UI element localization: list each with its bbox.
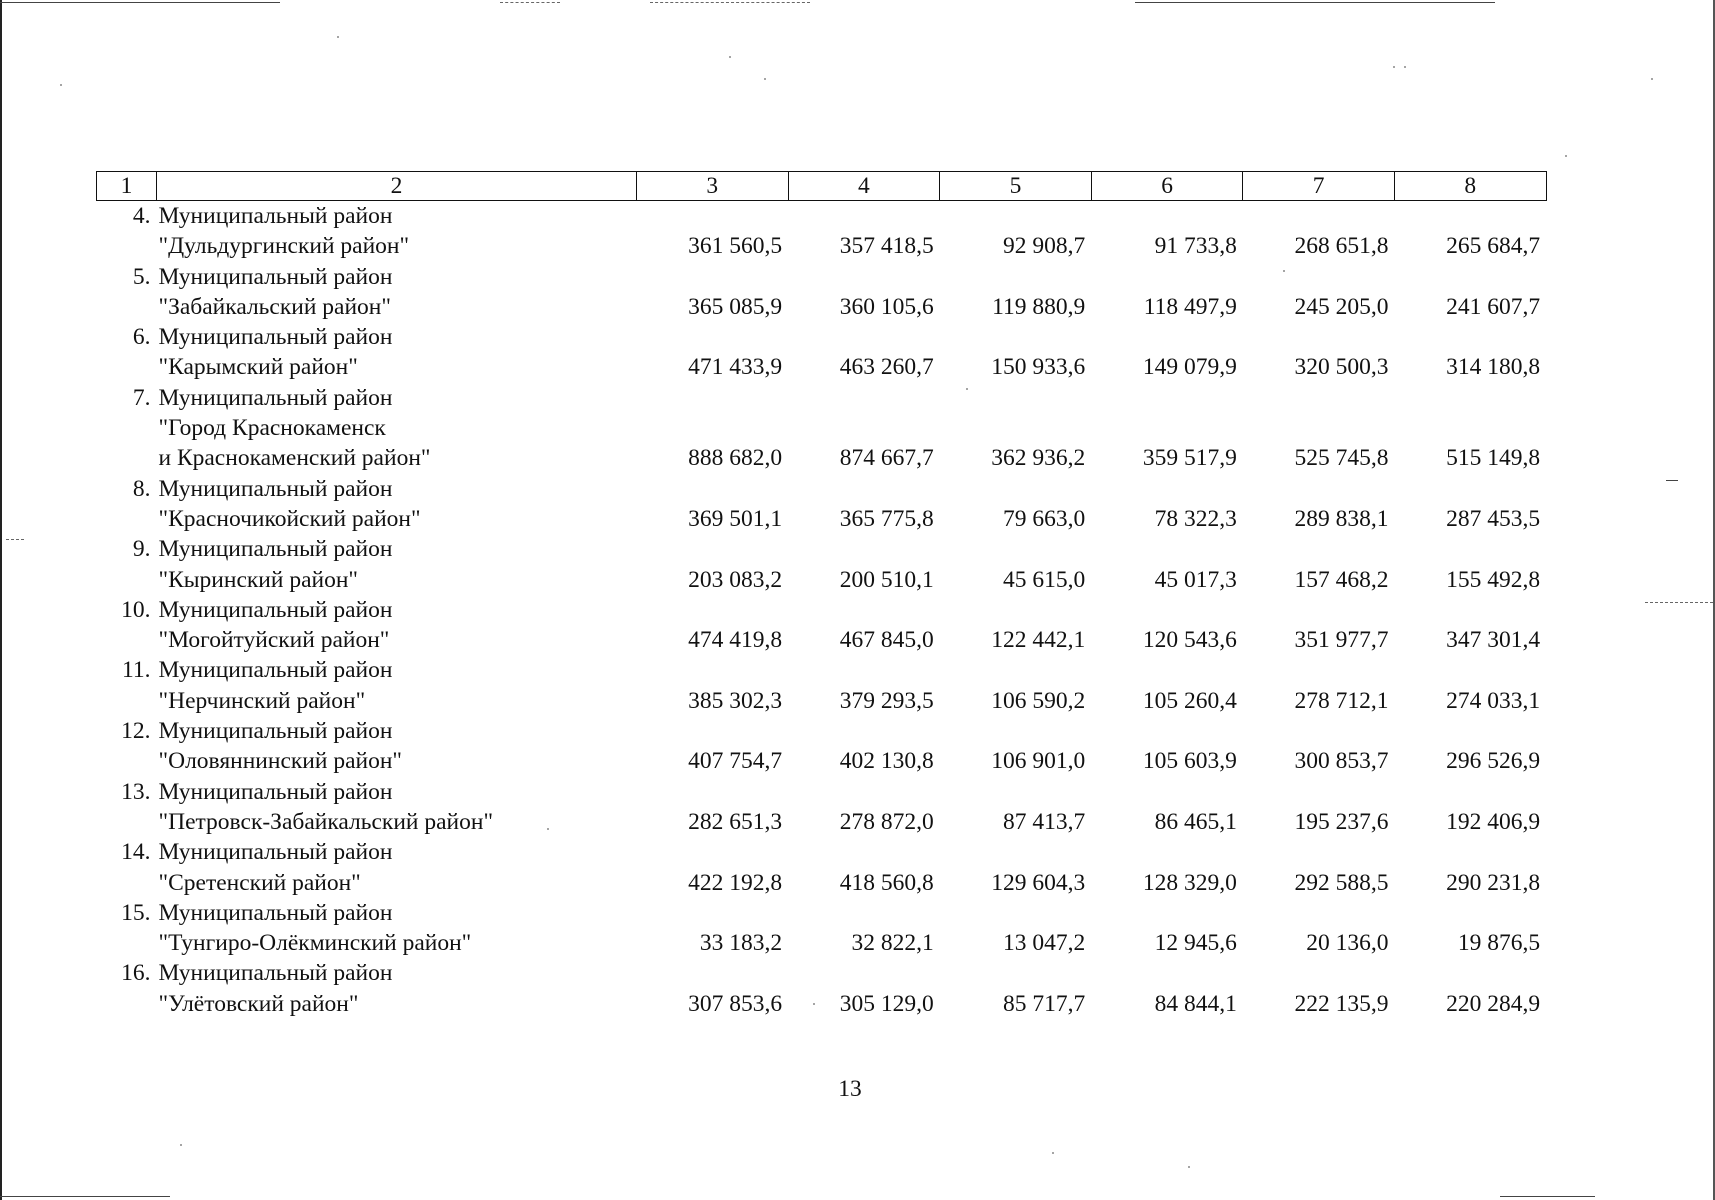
value-cell-col-4: 360 105,6	[839, 293, 934, 320]
district-name-line: "Красночикойский район"	[158, 505, 421, 532]
value-cell-col-5: 79 663,0	[1003, 505, 1086, 532]
value-cell-col-4: 874 667,7	[839, 445, 934, 472]
row-index: 6.	[132, 324, 151, 351]
value-cell-col-8: 515 149,8	[1446, 445, 1541, 472]
value-cell-col-8: 287 453,5	[1446, 505, 1541, 532]
value-cell-col-6: 105 260,4	[1142, 687, 1237, 714]
district-name	[157, 201, 637, 262]
district-name-line: "Дульдургинский район"	[158, 233, 410, 260]
value-cell-col-3: 422 192,8	[688, 869, 783, 896]
value-cell-col-7: 157 468,2	[1294, 566, 1389, 593]
district-name	[157, 655, 637, 716]
row-index: 14.	[121, 839, 151, 866]
row-index: 16.	[121, 960, 151, 987]
scan-speck	[764, 78, 766, 80]
value-cell-col-7: 222 135,9	[1294, 990, 1389, 1017]
scan-artifact-line	[0, 2, 280, 3]
scan-speck	[1052, 1152, 1054, 1154]
value-cell-col-3: 471 433,9	[688, 354, 783, 381]
scan-speck	[1404, 66, 1406, 68]
table-row	[97, 898, 1547, 959]
value-cell-col-5: 119 880,9	[992, 293, 1086, 320]
table-row	[97, 262, 1547, 323]
scan-artifact-line	[1500, 1196, 1595, 1197]
scan-speck	[729, 56, 731, 58]
value-cell-col-7: 289 838,1	[1294, 505, 1389, 532]
value-cell-col-3: 307 853,6	[688, 990, 783, 1017]
value-cell-col-8: 220 284,9	[1446, 990, 1541, 1017]
district-name-line: Муниципальный район	[158, 960, 393, 987]
value-cell-col-3: 385 302,3	[688, 687, 783, 714]
value-cell-col-8: 155 492,8	[1446, 566, 1541, 593]
value-cell-col-3: 282 651,3	[688, 808, 783, 835]
row-index: 15.	[121, 899, 151, 926]
district-name-line: Муниципальный район	[158, 657, 393, 684]
value-cell-col-8: 314 180,8	[1446, 354, 1541, 381]
value-cell-col-4: 357 418,5	[839, 233, 934, 260]
district-name-line: Муниципальный район	[158, 536, 393, 563]
district-name	[157, 837, 637, 898]
row-index: 9.	[132, 536, 151, 563]
value-cell-col-6: 118 497,9	[1143, 293, 1237, 320]
value-cell-col-7: 20 136,0	[1306, 930, 1389, 957]
value-cell-col-6: 12 945,6	[1154, 930, 1237, 957]
value-cell-col-8: 296 526,9	[1446, 748, 1541, 775]
district-name	[157, 958, 637, 1019]
value-cell-col-4: 32 822,1	[851, 930, 934, 957]
scan-edge-left	[0, 0, 2, 1200]
district-name-line: "Могойтуйский район"	[158, 627, 390, 654]
value-cell-col-6: 105 603,9	[1142, 748, 1237, 775]
value-cell-col-7: 268 651,8	[1294, 233, 1389, 260]
district-name	[157, 383, 637, 474]
district-name-line: "Петровск-Забайкальский район"	[158, 808, 494, 835]
district-name-line: Муниципальный район	[158, 899, 393, 926]
value-cell-col-5: 129 604,3	[991, 869, 1086, 896]
district-name	[157, 716, 637, 777]
value-cell-col-8: 19 876,5	[1457, 930, 1541, 957]
row-index: 8.	[132, 475, 151, 502]
budget-table	[96, 171, 1547, 1019]
value-cell-col-4: 200 510,1	[839, 566, 934, 593]
table-row	[97, 322, 1547, 383]
district-name-line: Муниципальный район	[158, 263, 393, 290]
district-name-line: "Кыринский район"	[158, 566, 359, 593]
scan-speck	[1393, 66, 1395, 68]
district-name-line: "Карымский район"	[158, 354, 358, 381]
value-cell-col-8: 192 406,9	[1446, 808, 1541, 835]
district-name-line: Муниципальный район	[158, 596, 393, 623]
district-name-line: Муниципальный район	[158, 778, 393, 805]
value-cell-col-7: 278 712,1	[1294, 687, 1389, 714]
value-cell-col-6: 128 329,0	[1142, 869, 1237, 896]
scan-speck	[60, 84, 62, 86]
table-row	[97, 474, 1547, 535]
district-name-line: и Краснокаменский район"	[158, 445, 431, 472]
table-row	[97, 534, 1547, 595]
row-index: 4.	[132, 203, 151, 229]
scan-artifact-line	[1666, 480, 1678, 481]
table-row	[97, 655, 1547, 716]
value-cell-col-7: 320 500,3	[1294, 354, 1389, 381]
scan-speck	[180, 1144, 182, 1146]
value-cell-col-3: 888 682,0	[688, 445, 783, 472]
value-cell-col-8: 241 607,7	[1446, 293, 1541, 320]
column-header-2: 2	[157, 172, 637, 201]
district-name-line: Муниципальный район	[158, 384, 393, 411]
value-cell-col-4: 467 845,0	[839, 627, 934, 654]
scan-artifact-line	[650, 2, 810, 4]
district-name-line: "Сретенский район"	[158, 869, 361, 896]
value-cell-col-3: 33 183,2	[699, 930, 783, 957]
district-name-line: Муниципальный район	[158, 324, 393, 351]
district-name	[157, 898, 637, 959]
district-name-line: Муниципальный район	[158, 203, 393, 229]
row-index: 13.	[121, 778, 151, 805]
value-cell-col-3: 369 501,1	[688, 505, 783, 532]
district-name-line: "Город Краснокаменск	[158, 415, 386, 442]
column-header-5: 5	[940, 172, 1092, 201]
value-cell-col-5: 87 413,7	[1003, 808, 1086, 835]
value-cell-col-8: 274 033,1	[1446, 687, 1541, 714]
table-row	[97, 383, 1547, 474]
value-cell-col-6: 84 844,1	[1154, 990, 1237, 1017]
row-index: 12.	[121, 718, 151, 745]
scan-artifact-line	[1645, 602, 1713, 604]
value-cell-col-6: 45 017,3	[1154, 566, 1237, 593]
table-row	[97, 716, 1547, 777]
table-row	[97, 201, 1547, 262]
value-cell-col-6: 86 465,1	[1154, 808, 1237, 835]
scan-artifact-line	[500, 2, 560, 4]
table-body	[97, 201, 1547, 1020]
value-cell-col-6: 120 543,6	[1142, 627, 1237, 654]
district-name	[157, 595, 637, 656]
district-name	[157, 322, 637, 383]
value-cell-col-4: 418 560,8	[839, 869, 934, 896]
value-cell-col-5: 45 615,0	[1003, 566, 1086, 593]
column-header-3: 3	[637, 172, 789, 201]
value-cell-col-3: 361 560,5	[688, 233, 783, 260]
scan-artifact-line	[0, 1196, 170, 1197]
value-cell-col-6: 149 079,9	[1142, 354, 1237, 381]
value-cell-col-8: 290 231,8	[1446, 869, 1541, 896]
row-index: 5.	[132, 263, 151, 290]
value-cell-col-7: 351 977,7	[1294, 627, 1389, 654]
scan-speck	[1565, 155, 1567, 157]
scan-speck	[337, 36, 339, 38]
page-number: 13	[838, 1076, 862, 1102]
row-index: 7.	[132, 384, 151, 411]
district-name-line: Муниципальный район	[158, 839, 393, 866]
value-cell-col-7: 292 588,5	[1294, 869, 1389, 896]
district-name-line: "Улётовский район"	[158, 990, 359, 1017]
value-cell-col-4: 278 872,0	[839, 808, 934, 835]
table-row	[97, 837, 1547, 898]
scan-speck	[1651, 78, 1653, 80]
column-header-8: 8	[1394, 172, 1546, 201]
scan-artifact-line	[6, 539, 24, 541]
value-cell-col-8: 265 684,7	[1446, 233, 1541, 260]
district-name-line: "Забайкальский район"	[158, 293, 391, 320]
value-cell-col-4: 305 129,0	[839, 990, 934, 1017]
row-index: 11.	[121, 657, 151, 684]
district-name-line: "Нерчинский район"	[158, 687, 366, 714]
value-cell-col-4: 379 293,5	[839, 687, 934, 714]
value-cell-col-6: 78 322,3	[1154, 505, 1237, 532]
value-cell-col-5: 362 936,2	[991, 445, 1086, 472]
value-cell-col-5: 13 047,2	[1003, 930, 1086, 957]
value-cell-col-3: 474 419,8	[688, 627, 783, 654]
row-index: 10.	[121, 596, 151, 623]
district-name-line: Муниципальный район	[158, 718, 393, 745]
district-name-line: Муниципальный район	[158, 475, 393, 502]
value-cell-col-5: 106 590,2	[991, 687, 1086, 714]
column-header-1: 1	[97, 172, 157, 201]
value-cell-col-7: 525 745,8	[1294, 445, 1389, 472]
value-cell-col-3: 407 754,7	[688, 748, 783, 775]
value-cell-col-6: 359 517,9	[1142, 445, 1237, 472]
value-cell-col-4: 463 260,7	[839, 354, 934, 381]
value-cell-col-6: 91 733,8	[1154, 233, 1237, 260]
value-cell-col-4: 365 775,8	[839, 505, 934, 532]
district-name	[157, 534, 637, 595]
district-name	[157, 262, 637, 323]
scan-artifact-line	[1135, 2, 1495, 3]
value-cell-col-3: 203 083,2	[688, 566, 783, 593]
district-name	[157, 474, 637, 535]
value-cell-col-7: 245 205,0	[1294, 293, 1389, 320]
value-cell-col-5: 150 933,6	[991, 354, 1086, 381]
header-row	[97, 172, 1547, 201]
table-row	[97, 958, 1547, 1019]
table-row	[97, 595, 1547, 656]
value-cell-col-7: 300 853,7	[1294, 748, 1389, 775]
value-cell-col-5: 122 442,1	[991, 627, 1086, 654]
value-cell-col-8: 347 301,4	[1446, 627, 1541, 654]
scan-speck	[1188, 1166, 1190, 1168]
district-name-line: "Тунгиро-Олёкминский район"	[158, 930, 472, 957]
column-header-7: 7	[1243, 172, 1395, 201]
value-cell-col-3: 365 085,9	[688, 293, 783, 320]
value-cell-col-5: 92 908,7	[1003, 233, 1086, 260]
table-row	[97, 777, 1547, 838]
value-cell-col-4: 402 130,8	[839, 748, 934, 775]
value-cell-col-7: 195 237,6	[1294, 808, 1389, 835]
district-name-line: "Оловяннинский район"	[158, 748, 402, 775]
value-cell-col-5: 85 717,7	[1003, 990, 1086, 1017]
value-cell-col-5: 106 901,0	[991, 748, 1086, 775]
district-name	[157, 777, 637, 838]
column-header-6: 6	[1091, 172, 1243, 201]
column-header-4: 4	[788, 172, 940, 201]
